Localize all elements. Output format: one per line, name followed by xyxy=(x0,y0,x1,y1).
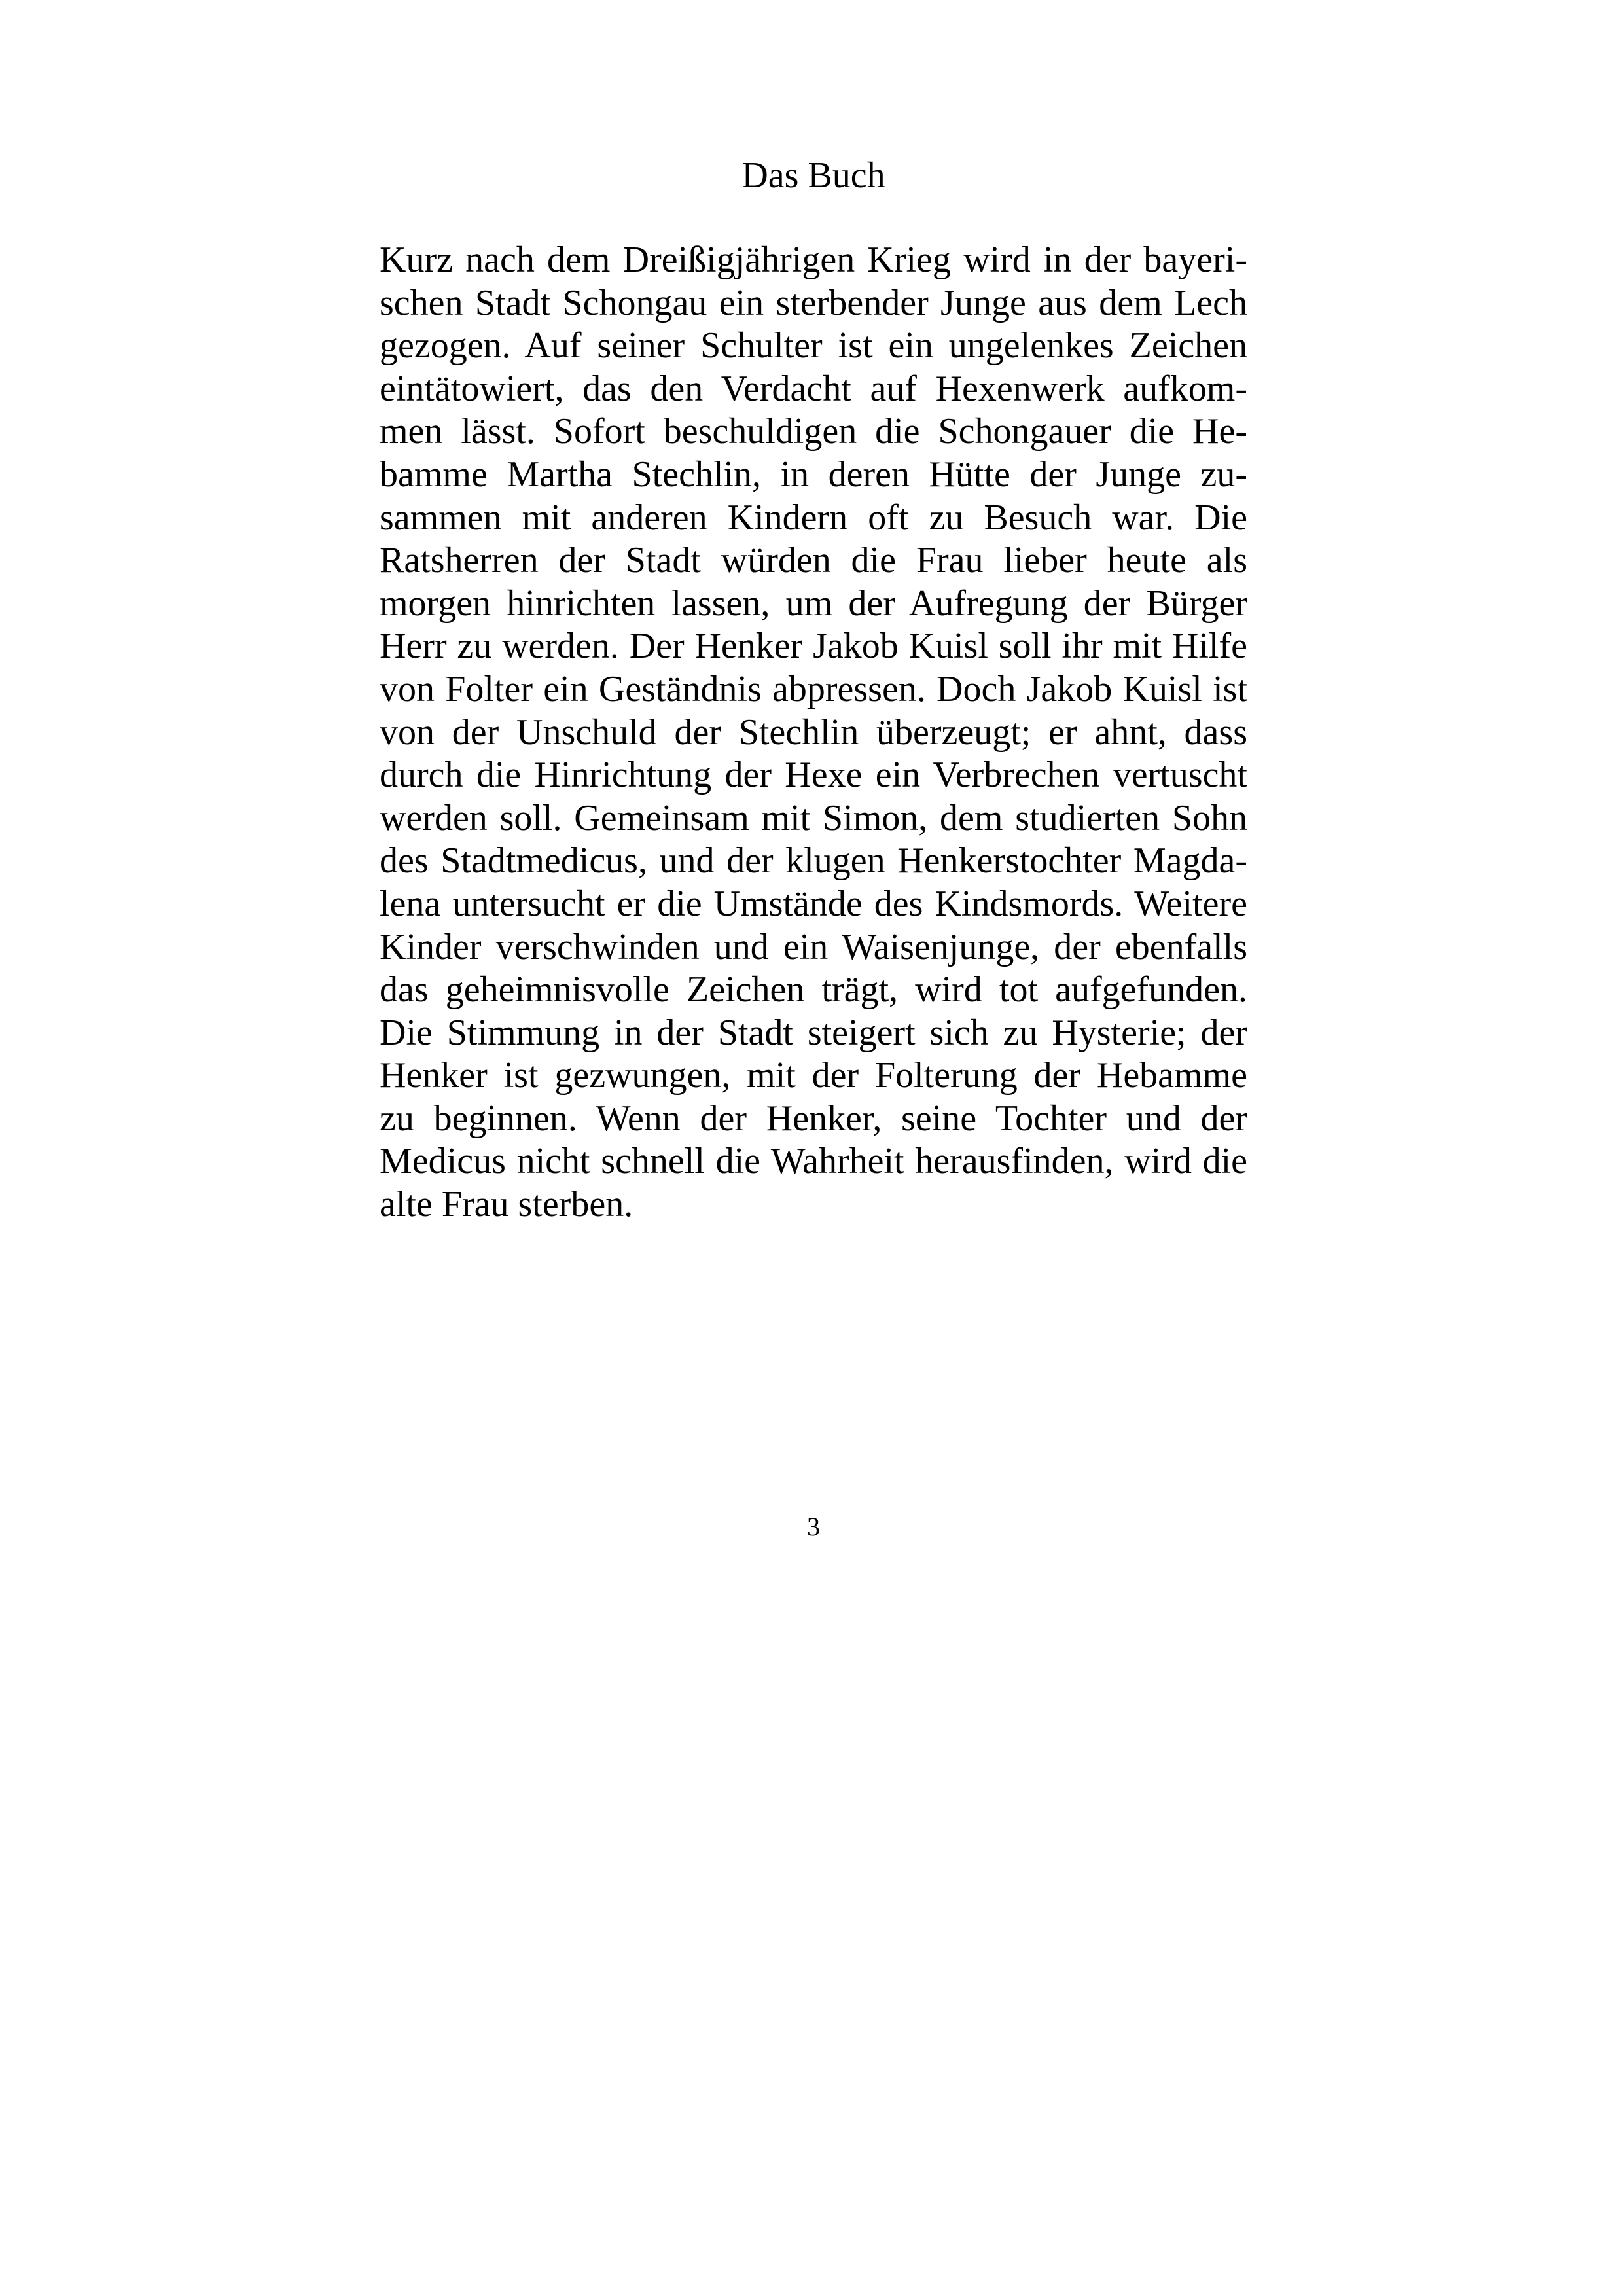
text-line: men lässt. Sofort beschuldigen die Schongauer die He- xyxy=(380,411,1247,452)
page-title: Das Buch xyxy=(741,155,885,196)
text-line: sammen mit anderen Kindern oft zu Besuch war. Die xyxy=(380,497,1247,538)
text-line-last: alte Frau sterben. xyxy=(380,1184,633,1225)
text-line: Kurz nach dem Dreißigjährigen Krieg wird in der bayeri- xyxy=(380,240,1247,280)
text-line: eintätowiert, das den Verdacht auf Hexenwerk aufkom- xyxy=(380,368,1247,409)
text-line: werden soll. Gemeinsam mit Simon, dem studierten Sohn xyxy=(380,797,1247,838)
text-line: lena untersucht er die Umstände des Kindsmords. Weitere xyxy=(380,883,1247,924)
text-line: von der Unschuld der Stechlin überzeugt; er ahnt, dass xyxy=(380,711,1247,753)
text-line: Ratsherren der Stadt würden die Frau lieber heute als xyxy=(380,540,1247,581)
page-number: 3 xyxy=(807,1512,820,1541)
text-line: Henker ist gezwungen, mit der Folterung der Hebamme xyxy=(380,1055,1247,1096)
text-line: schen Stadt Schongau ein sterbender Junge aus dem Lech xyxy=(380,282,1247,323)
text-line: bamme Martha Stechlin, in deren Hütte der Junge zu- xyxy=(380,454,1247,495)
text-line: Medicus nicht schnell die Wahrheit herausfinden, wird die xyxy=(380,1141,1247,1182)
text-line: zu beginnen. Wenn der Henker, seine Tochter und der xyxy=(380,1098,1247,1139)
text-line: Kinder verschwinden und ein Waisenjunge, der ebenfalls xyxy=(380,926,1247,967)
text-line: durch die Hinrichtung der Hexe ein Verbrechen vertuscht xyxy=(380,755,1247,796)
body-paragraph xyxy=(380,239,1247,1227)
text-line: Herr zu werden. Der Henker Jakob Kuisl soll ihr mit Hilfe xyxy=(380,626,1247,667)
text-line: des Stadtmedicus, und der klugen Henkerstochter Magda- xyxy=(380,840,1247,882)
text-line: Die Stimmung in der Stadt steigert sich zu Hysterie; der xyxy=(380,1012,1247,1053)
text-line: gezogen. Auf seiner Schulter ist ein ungelenkes Zeichen xyxy=(380,325,1247,367)
text-line: von Folter ein Geständnis abpressen. Doch Jakob Kuisl ist xyxy=(380,668,1247,709)
text-line: das geheimnisvolle Zeichen trägt, wird tot aufgefunden. xyxy=(380,969,1247,1011)
text-line: morgen hinrichten lassen, um der Aufregung der Bürger xyxy=(380,583,1247,624)
